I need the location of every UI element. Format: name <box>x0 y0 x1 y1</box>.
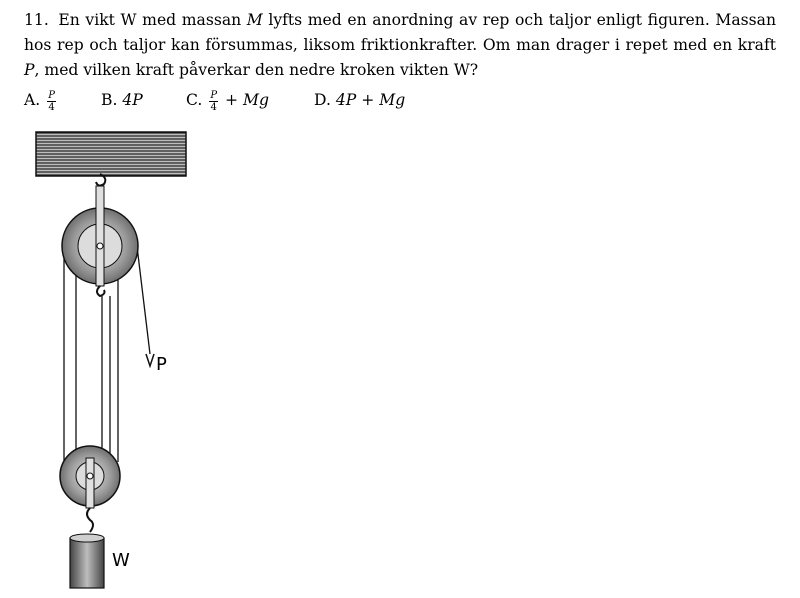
option-a-fraction <box>47 90 56 113</box>
upper-pulley <box>62 174 138 296</box>
force-arrow <box>146 354 154 366</box>
option-d-label: D. <box>314 91 331 109</box>
option-c-label: C. <box>186 91 203 109</box>
option-c <box>186 88 269 113</box>
weight-w <box>70 534 104 588</box>
force-label: P <box>156 354 167 375</box>
weight-label: W <box>112 550 130 571</box>
option-b <box>101 88 143 112</box>
mass-symbol: M <box>246 11 263 29</box>
question-text-part-3: , med vilken kraft påverkar den nedre kroken vikten W? <box>34 61 479 79</box>
option-a-numerator: P <box>48 89 55 101</box>
option-c-denominator: 4 <box>210 101 217 113</box>
question-text-part-2: lyfts med en anordning av rep och taljor enligt figuren. Massan hos rep och taljor kan försummas, liksom friktionkrafter. Om man drager i repet med en kraft <box>24 11 776 54</box>
option-b-label: B. <box>101 91 118 109</box>
option-c-numerator: P <box>210 89 218 101</box>
question-number: 11. <box>24 11 49 29</box>
option-c-suffix: + Mg <box>225 91 269 109</box>
question-text <box>24 8 776 83</box>
option-d-value: 4P + Mg <box>335 91 406 109</box>
option-a <box>24 88 58 113</box>
lower-pulley <box>60 446 120 532</box>
pulley-figure <box>30 126 230 596</box>
option-a-label: A. <box>24 91 41 109</box>
option-d <box>314 88 405 112</box>
option-a-denominator: 4 <box>48 101 55 113</box>
option-b-value: 4P <box>122 91 143 109</box>
question-text-part-1: En vikt W med massan <box>58 11 247 29</box>
ceiling-beam <box>36 132 186 176</box>
option-c-fraction <box>209 90 218 113</box>
force-symbol: P <box>24 61 35 79</box>
